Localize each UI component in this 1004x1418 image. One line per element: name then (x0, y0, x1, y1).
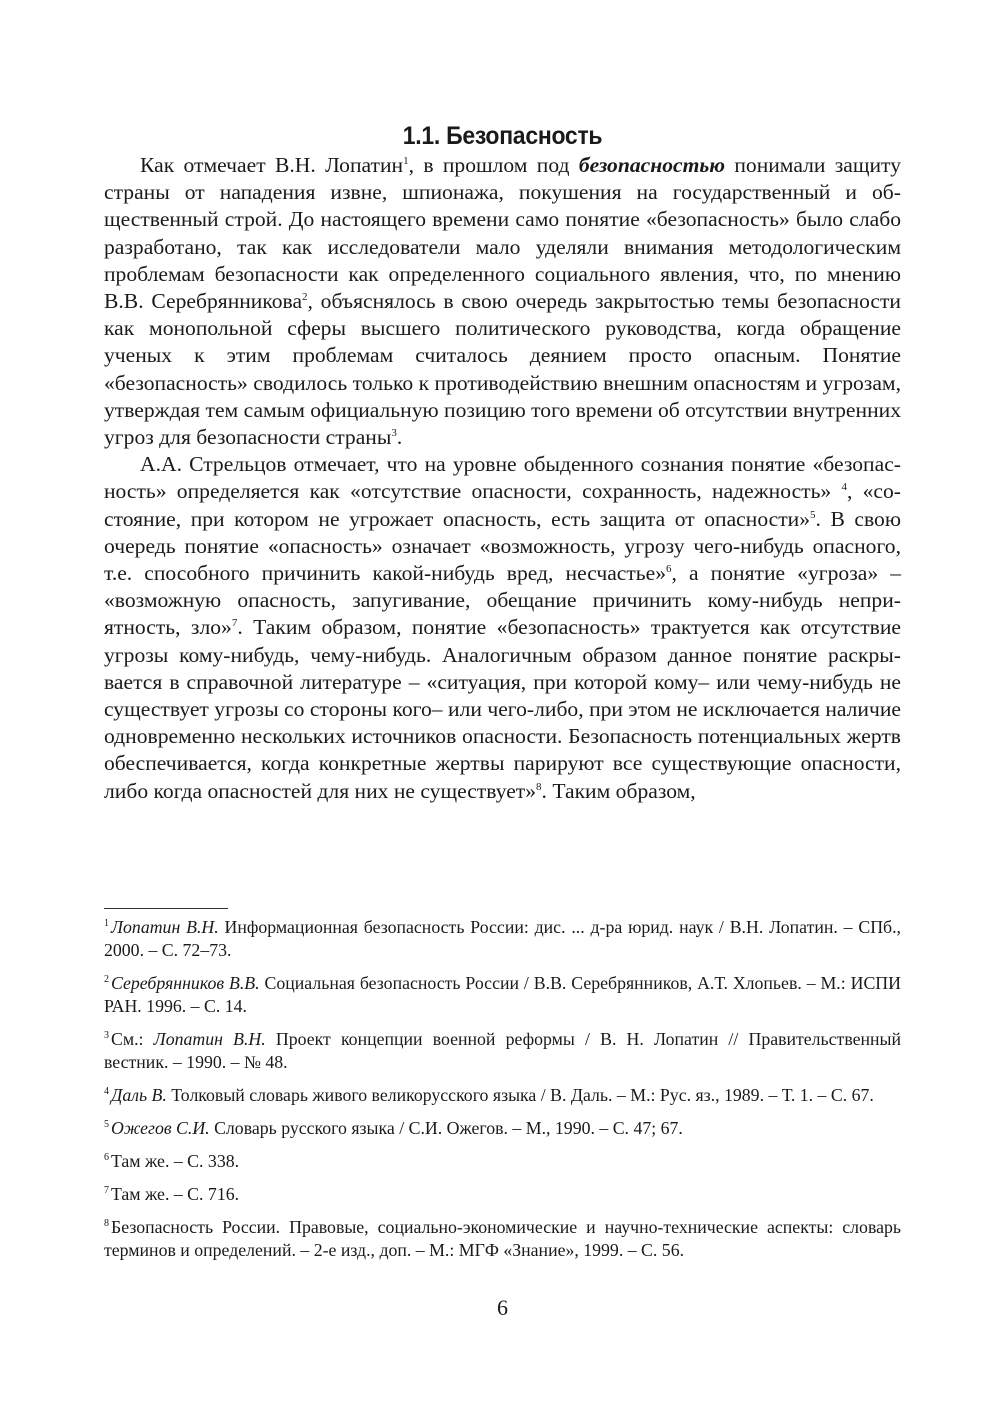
footnote-ref[interactable]: 5 (810, 508, 816, 521)
footnote-ref[interactable]: 8 (536, 780, 542, 793)
footnote-text: Словарь русского языка / С.И. Ожегов. – М., 1990. – С. 47; 67. (209, 1118, 683, 1138)
text-run: , а понятие «угроза» – «возможную опасность, запугивание, обещание причинить кому-нибудь неприятность, зло» (104, 561, 902, 640)
page-number: 6 (497, 1295, 508, 1320)
footnote-number: 3 (104, 1030, 109, 1042)
footnote-2 (104, 972, 901, 1018)
footnote-ref[interactable]: 3 (391, 426, 397, 439)
footnote-3 (104, 1028, 901, 1074)
emphasis-term: безопасностью (578, 153, 726, 177)
text-run: . (396, 425, 403, 450)
footnote-author: Лопатин В.Н. (153, 1029, 266, 1049)
section-heading: 1.1. Безопасность (402, 121, 603, 150)
footnote-ref[interactable]: 7 (231, 617, 238, 630)
text-run: . Таким образом, (541, 778, 696, 803)
body-text (104, 152, 901, 805)
text-run: , объяснялось в свою очередь закрытостью темы безопасности как монопольной сферы высшего политического руководства, когда обращение ученых к этим проблемам считалось деянием просто опасным. Понятие «безопасность» сводилось только к противодействию внешним опасностям и угрозам, утверждая тем самым официальную позицию того времени об отсутствии внутренних угроз для безопасности страны (104, 289, 901, 450)
text-run: . В свою очередь понятие «опасность» означает «возможность, угрозу чего-нибудь опасного, т.е. способного причинить какой-нибудь вред, несчастье» (104, 506, 901, 586)
footnote-author: Серебрянников В.В. (111, 973, 260, 993)
footnote-number: 2 (104, 974, 109, 986)
footnote-6 (104, 1150, 901, 1173)
text-run: , «состояние, при котором не угрожает опасность, есть защита от опасности» (104, 479, 901, 531)
footnote-text: Безопасность России. Правовые, социально-экономические и научно-технические аспекты: словарь терминов и определений. – 2-е изд., доп. – М.: МГФ «Знание», 1999. – С. 56. (104, 1217, 901, 1260)
footnote-number: 7 (104, 1185, 109, 1197)
footnote-author: Даль В. (111, 1085, 167, 1105)
text-run: А.А. Стрельцов отмечает, что на уровне обыденного сознания понятие «безопасность» определяется как «отсутствие опасности, сохранность, надежность» (104, 452, 901, 504)
footnote-5 (104, 1117, 901, 1140)
footnote-ref[interactable]: 1 (403, 154, 409, 167)
footnote-7 (104, 1183, 901, 1206)
footnotes (104, 916, 901, 1272)
text-run: понимали защиту страны от нападения извне, шпионажа, покушения на государственный и общественный строй. До настоящего времени само понятие «безопасность» было слабо разработано, так как исследователи мало уделяли внимания методологическим проблемам безопасности как определенного социального явления, что, по мнению В.В. Серебрянникова (104, 153, 901, 314)
footnote-number: 5 (104, 1119, 109, 1131)
text-run: , в прошлом под (408, 153, 579, 177)
paragraph-1 (104, 152, 901, 451)
footnote-text: Там же. – С. 716. (111, 1184, 240, 1204)
footnote-text: Там же. – С. 338. (111, 1151, 240, 1171)
footnote-1 (104, 916, 901, 962)
footnote-text: Социальная безопасность России / В.В. Серебрянников, А.Т. Хлопьев. – М.: ИСПИ РАН. 1996. – С. 14. (104, 973, 901, 1016)
footnote-text: Проект концепции военной реформы / В. Н. Лопатин // Правительственный вестник. – 1990. – № 48. (104, 1029, 901, 1072)
footnote-text: Информационная безопасность России: дис. ... д-ра юрид. наук / В.Н. Лопатин. – СПб., 2000. – С. 72–73. (104, 917, 901, 960)
footnote-number: 6 (104, 1152, 109, 1164)
footnote-prefix: См.: (111, 1029, 154, 1049)
footnote-ref[interactable]: 6 (666, 562, 672, 575)
footnote-8 (104, 1216, 901, 1262)
footnote-separator (104, 908, 228, 909)
footnote-author: Ожегов С.И. (111, 1118, 210, 1138)
footnote-ref[interactable]: 2 (302, 290, 308, 303)
footnote-number: 8 (104, 1218, 109, 1230)
footnote-ref[interactable]: 4 (841, 481, 847, 494)
footnote-text: Толковый словарь живого великорусского языка / В. Даль. – М.: Рус. яз., 1989. – Т. 1. – С. 67. (166, 1085, 874, 1105)
text-run: Как отмечает В.Н. Лопатин (140, 153, 404, 177)
footnote-4 (104, 1084, 901, 1107)
footnote-number: 4 (104, 1086, 109, 1098)
footnote-author: Лопатин В.Н. (111, 917, 219, 937)
paragraph-2 (104, 451, 901, 805)
text-run: . Таким образом, понятие «безопасность» трактуется как отсутствие угрозы кому-нибудь, чему-нибудь. Аналогичным образом данное понятие раскрывается в справочной литературе – «ситуация, при которой кому– или чему-нибудь не существует угрозы со стороны кого– или чего-либо, при этом не исключается наличие одновременно нескольких источников опасности. Безопасность потенциальных жертв обеспечивается, когда конкретные жертвы парируют все существующие опасности, либо когда опасностей для них не существует» (104, 615, 902, 803)
footnote-number: 1 (104, 918, 109, 930)
